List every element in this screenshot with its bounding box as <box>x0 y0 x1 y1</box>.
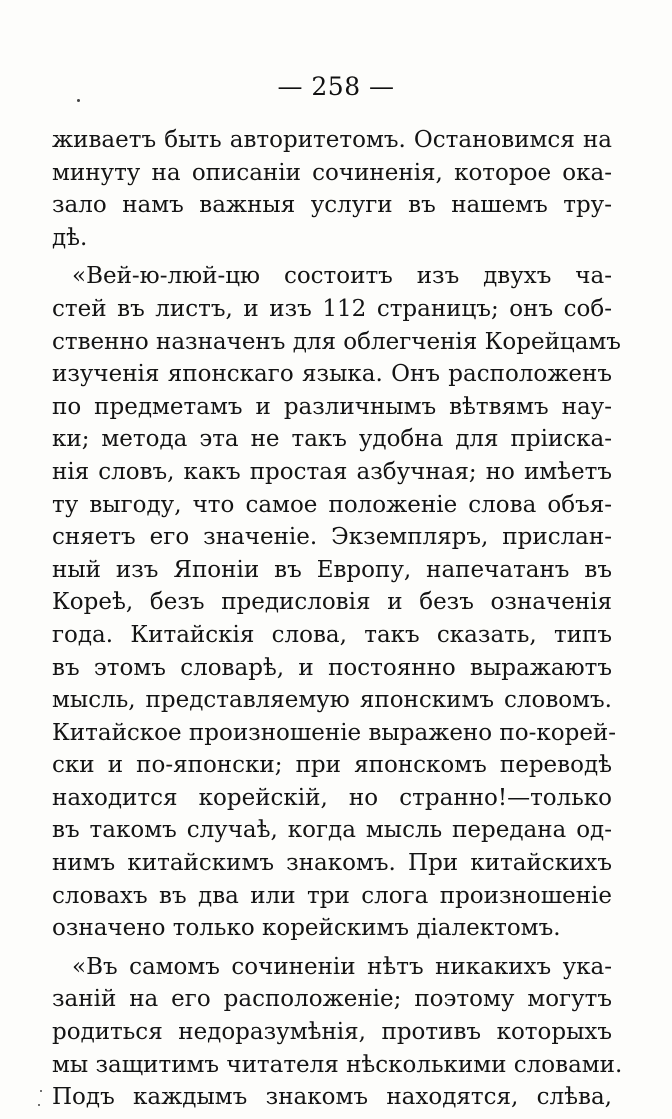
page-number: — 258 — <box>277 72 395 101</box>
text-line: Китайское произношеніе выражено по-корей- <box>52 719 617 746</box>
text-line: ственно назначенъ для облегченія Корейцамъ <box>52 328 621 355</box>
text-line: ту выгоду, что самое положеніе слова объя- <box>52 491 612 518</box>
text-line: года. Китайскія слова, такъ сказать, типъ <box>52 621 612 648</box>
text-line: дѣ. <box>52 224 88 251</box>
text-line: нимъ китайскимъ знакомъ. При китайскихъ <box>52 850 612 877</box>
paragraph-3 <box>52 951 623 1114</box>
text-line: ски и по-японски; при японскомъ переводѣ <box>52 752 612 779</box>
text-line: Подъ каждымъ знакомъ находятся, слѣва, <box>52 1084 612 1111</box>
text-line: по предметамъ и различнымъ вѣтвямъ нау- <box>52 393 612 420</box>
text-line: въ этомъ словарѣ, и постоянно выражаютъ <box>52 654 612 681</box>
body-text <box>52 124 623 1114</box>
text-line: означено только корейскимъ діалектомъ. <box>52 915 561 942</box>
text-line: минуту на описаніи сочиненія, которое ока- <box>52 159 612 186</box>
print-speck <box>38 1104 40 1106</box>
text-line: ки; метода эта не такъ удобна для пріиска- <box>52 426 612 453</box>
text-line: «Въ самомъ сочиненіи нѣтъ никакихъ ука- <box>72 953 612 980</box>
text-line: въ такомъ случаѣ, когда мысль передана од- <box>52 817 612 844</box>
text-line: мысль, представляемую японскимъ словомъ. <box>52 687 612 714</box>
text-line: Кореѣ, безъ предисловія и безъ означенія <box>52 589 612 616</box>
paragraph-2 <box>52 260 621 944</box>
text-line: нія словъ, какъ простая азбучная; но имѣетъ <box>52 458 612 485</box>
text-line: живаетъ быть авторитетомъ. Остановимся на <box>52 127 612 153</box>
text-line: мы защитимъ читателя нѣсколькими словами. <box>52 1051 623 1078</box>
text-line: зало намъ важныя услуги въ нашемъ тру- <box>52 192 612 219</box>
text-line: ный изъ Японіи въ Европу, напечатанъ въ <box>52 556 612 583</box>
text-line: находится корейскій, но странно!—только <box>52 784 612 811</box>
text-line: изученія японскаго языка. Онъ расположенъ <box>52 361 612 388</box>
text-line: заній на его расположеніе; поэтому могутъ <box>52 986 612 1013</box>
text-line: стей въ листъ, и изъ 112 страницъ; онъ соб- <box>52 295 612 322</box>
paragraph-1 <box>52 124 612 254</box>
print-speck <box>40 1090 42 1092</box>
text-line: словахъ въ два или три слога произношеніе <box>52 882 612 909</box>
text-line: родиться недоразумѣнія, противъ которыхъ <box>52 1019 612 1046</box>
text-line: «Вей-ю-люй-цю состоитъ изъ двухъ ча- <box>72 263 612 290</box>
text-line: сняетъ его значеніе. Экземпляръ, прислан- <box>52 524 612 551</box>
